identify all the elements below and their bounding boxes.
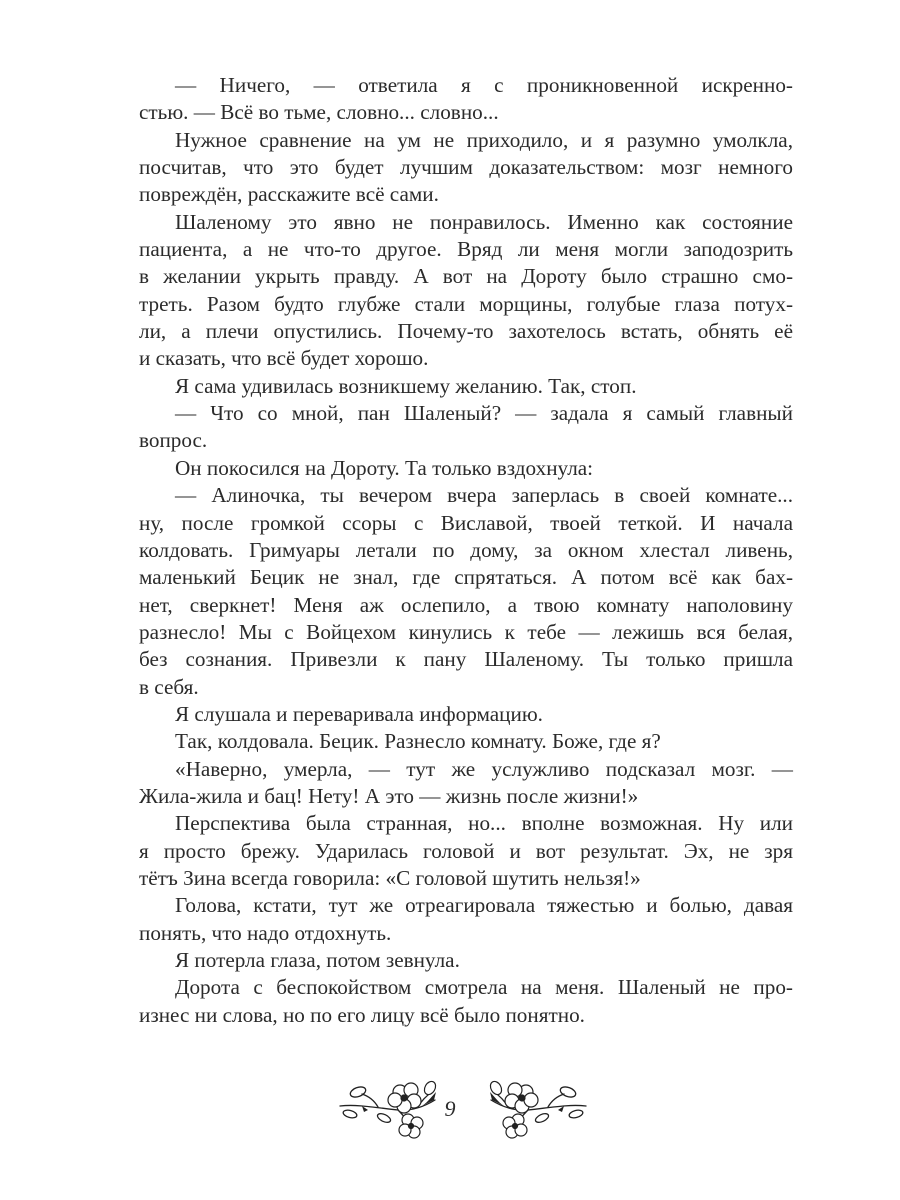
- text-line: Дорота с беспокойством смотрела на меня. Шаленый не про-: [175, 975, 793, 1000]
- text-line: Голова, кстати, тут же отреагировала тяжестью и болью, давая: [175, 893, 793, 918]
- text-line: вопрос.: [139, 428, 208, 453]
- page-footer: [0, 1070, 900, 1140]
- text-line: Он покосился на Дороту. Та только вздохнула:: [175, 455, 594, 480]
- text-line: Я сама удивилась возникшему желанию. Так, стоп.: [175, 373, 637, 398]
- text-line: — Ничего, — ответила я с проникновенной искренно-: [175, 73, 793, 97]
- text-line: посчитав, что это будет лучшим доказательством: мозг немного: [139, 155, 793, 180]
- text-line: ли, а плечи опустились. Почему-то захотелось встать, обнять её: [139, 319, 793, 344]
- text-line: ну, после громкой ссоры с Виславой, твоей теткой. И начала: [139, 510, 793, 535]
- text-line: разнесло! Мы с Войцехом кинулись к тебе — лежишь вся белая,: [139, 619, 793, 644]
- flower-branch-icon: [488, 1070, 588, 1140]
- text-line: Я слушала и переваривала информацию.: [175, 701, 543, 726]
- text-line: Жила-жила и бац! Нету! А это — жизнь после жизни!»: [139, 783, 639, 808]
- text-line: «Наверно, умерла, — тут же услужливо подсказал мозг. —: [175, 756, 793, 781]
- text-line: стью. — Всё во тьме, словно... словно...: [139, 100, 499, 125]
- text-line: Я потерла глаза, потом зевнула.: [175, 948, 460, 972]
- text-line: изнес ни слова, но по его лицу всё было понятно.: [139, 1002, 585, 1027]
- text-line: Нужное сравнение на ум не приходило, и я разумно умолкла,: [175, 127, 793, 152]
- text-line: понять, что надо отдохнуть.: [139, 920, 392, 945]
- text-line: колдовать. Гримуары летали по дому, за окном хлестал ливень,: [139, 537, 793, 562]
- text-line: повреждён, расскажите всё сами.: [139, 182, 439, 207]
- text-line: я просто брежу. Ударилась головой и вот результат. Эх, не зря: [139, 838, 793, 863]
- text-line: Шаленому это явно не понравилось. Именно как состояние: [175, 209, 793, 234]
- flower-branch-icon: [338, 1070, 438, 1140]
- text-line: маленький Бецик не знал, где спрятаться. А потом всё как бах-: [139, 565, 793, 590]
- text-line: Так, колдовала. Бецик. Разнесло комнату. Боже, где я?: [175, 729, 661, 754]
- text-line: — Алиночка, ты вечером вчера заперлась в своей комнате...: [175, 483, 793, 508]
- text-line: Перспектива была странная, но... вполне возможная. Ну или: [175, 811, 793, 836]
- text-line: без сознания. Привезли к пану Шаленому. Ты только пришла: [139, 647, 793, 672]
- body-text: [139, 72, 793, 1029]
- text-line: пациента, а не что-то другое. Вряд ли меня могли заподозрить: [139, 237, 793, 262]
- text-line: и сказать, что всё будет хорошо.: [139, 346, 429, 371]
- text-line: в себя.: [139, 674, 199, 699]
- text-line: треть. Разом будто глубже стали морщины, голубые глаза потух-: [139, 291, 793, 316]
- text-line: тётъ Зина всегда говорила: «С головой шутить нельзя!»: [139, 865, 641, 890]
- text-line: нет, сверкнет! Меня аж ослепило, а твою комнату наполовину: [139, 592, 793, 617]
- page-number: 9: [444, 1096, 456, 1121]
- text-line: — Что со мной, пан Шаленый? — задала я самый главный: [175, 401, 793, 426]
- text-line: в желании укрыть правду. А вот на Дороту было страшно смо-: [139, 264, 793, 289]
